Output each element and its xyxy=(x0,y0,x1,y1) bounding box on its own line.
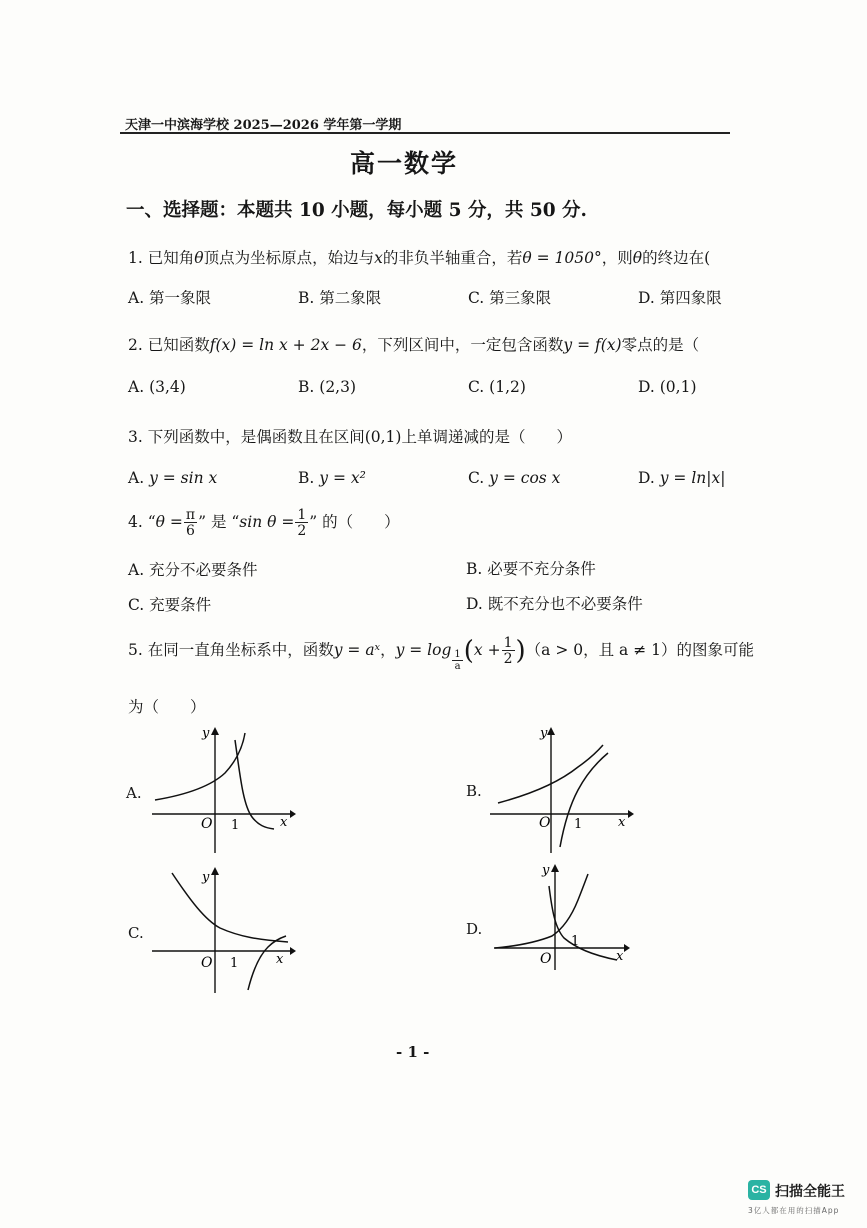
graph-a-label: A. xyxy=(126,784,142,802)
q1-option-c: C. 第三象限 xyxy=(468,289,552,307)
axis-y-label: y xyxy=(202,726,210,741)
pi-over-6-fraction: $\frac{\pi}{6}$ xyxy=(185,507,196,539)
school-header: 天津一中滨海学校 2025—2026 学年第一学期 xyxy=(125,118,402,133)
q3-option-d: D. y = ln|x| xyxy=(638,469,726,487)
q2-option-b: B. (2,3) xyxy=(298,378,357,396)
camscanner-logo-icon: CS xyxy=(748,1180,770,1200)
origin-label: O xyxy=(201,816,213,832)
axis-x-label: x xyxy=(616,949,624,964)
graph-a xyxy=(150,725,295,860)
page-title: 高一数学 xyxy=(350,149,459,178)
graph-c-label: C. xyxy=(128,924,144,942)
one-half-fraction: $\frac{1}{2}$ xyxy=(297,507,307,539)
section-heading: 一、选择题：本题共 10 小题，每小题 5 分，共 50 分. xyxy=(126,200,587,221)
graph-d-label: D. xyxy=(466,920,483,938)
one-half-fraction: $\frac{1}{2}$ xyxy=(503,635,513,667)
q1-option-d: D. 第四象限 xyxy=(638,289,722,307)
axis-y-label: y xyxy=(540,726,548,741)
q2-option-d: D. (0,1) xyxy=(638,378,697,396)
axis-y-label: y xyxy=(202,870,210,885)
tick-one-label: 1 xyxy=(230,956,239,971)
question-5: 5. 在同一直角坐标系中，函数y = aˣ，y = log $\frac{1}{a}$ (x + $\frac{1}{2}$ )（a > 0，且 a ≠ 1）的图象可能 xyxy=(128,635,754,672)
q3-option-b: B. y = x² xyxy=(298,469,366,487)
q4-option-c: C. 充要条件 xyxy=(128,596,212,614)
origin-label: O xyxy=(540,951,552,967)
q1-option-b: B. 第二象限 xyxy=(298,289,382,307)
tick-one-label: 1 xyxy=(574,817,583,832)
tick-one-label: 1 xyxy=(231,818,240,833)
q3-option-a: A. y = sin x xyxy=(128,469,218,487)
q4-option-d: D. 既不充分也不必要条件 xyxy=(466,595,643,613)
axis-x-label: x xyxy=(618,815,626,830)
axis-y-label: y xyxy=(542,863,550,878)
origin-label: O xyxy=(201,955,213,971)
q1-option-a: A. 第一象限 xyxy=(128,289,212,307)
tick-one-label: 1 xyxy=(571,934,580,949)
q4-option-a: A. 充分不必要条件 xyxy=(128,561,258,579)
axis-x-label: x xyxy=(276,952,284,967)
q2-option-a: A. (3,4) xyxy=(128,378,186,396)
question-3: 3. 下列函数中，是偶函数且在区间(0,1)上单调递减的是（ ） xyxy=(128,428,572,446)
q2-option-c: C. (1,2) xyxy=(468,378,526,396)
graph-c xyxy=(150,865,295,1000)
origin-label: O xyxy=(539,815,551,831)
axis-x-label: x xyxy=(280,815,288,830)
log-base-fraction: $\frac{1}{a}$ xyxy=(454,649,461,672)
graph-b xyxy=(488,725,633,860)
scanner-app-name: 扫描全能王 xyxy=(775,1184,845,1200)
q4-option-b: B. 必要不充分条件 xyxy=(466,560,596,578)
question-1: 1. 已知角θ顶点为坐标原点，始边与x的非负半轴重合，若θ = 1050°，则θ的终边在( xyxy=(128,249,711,267)
q3-option-c: C. y = cos x xyxy=(468,469,561,487)
page-number: - 1 - xyxy=(396,1043,430,1061)
question-5-continued: 为（ ） xyxy=(128,698,206,716)
graph-d xyxy=(492,860,637,995)
question-2: 2. 已知函数f(x) = ln x + 2x − 6，下列区间中，一定包含函数y = f(x)零点的是（ xyxy=(128,336,700,354)
scanner-tagline: 3亿人都在用的扫描App xyxy=(748,1206,840,1215)
header-rule xyxy=(120,132,730,134)
graph-b-label: B. xyxy=(466,782,482,800)
question-4: 4. “θ = $\frac{\pi}{6}$ ” 是 “sin θ = $\frac{1}{2}$ ” 的（ ） xyxy=(128,507,400,539)
